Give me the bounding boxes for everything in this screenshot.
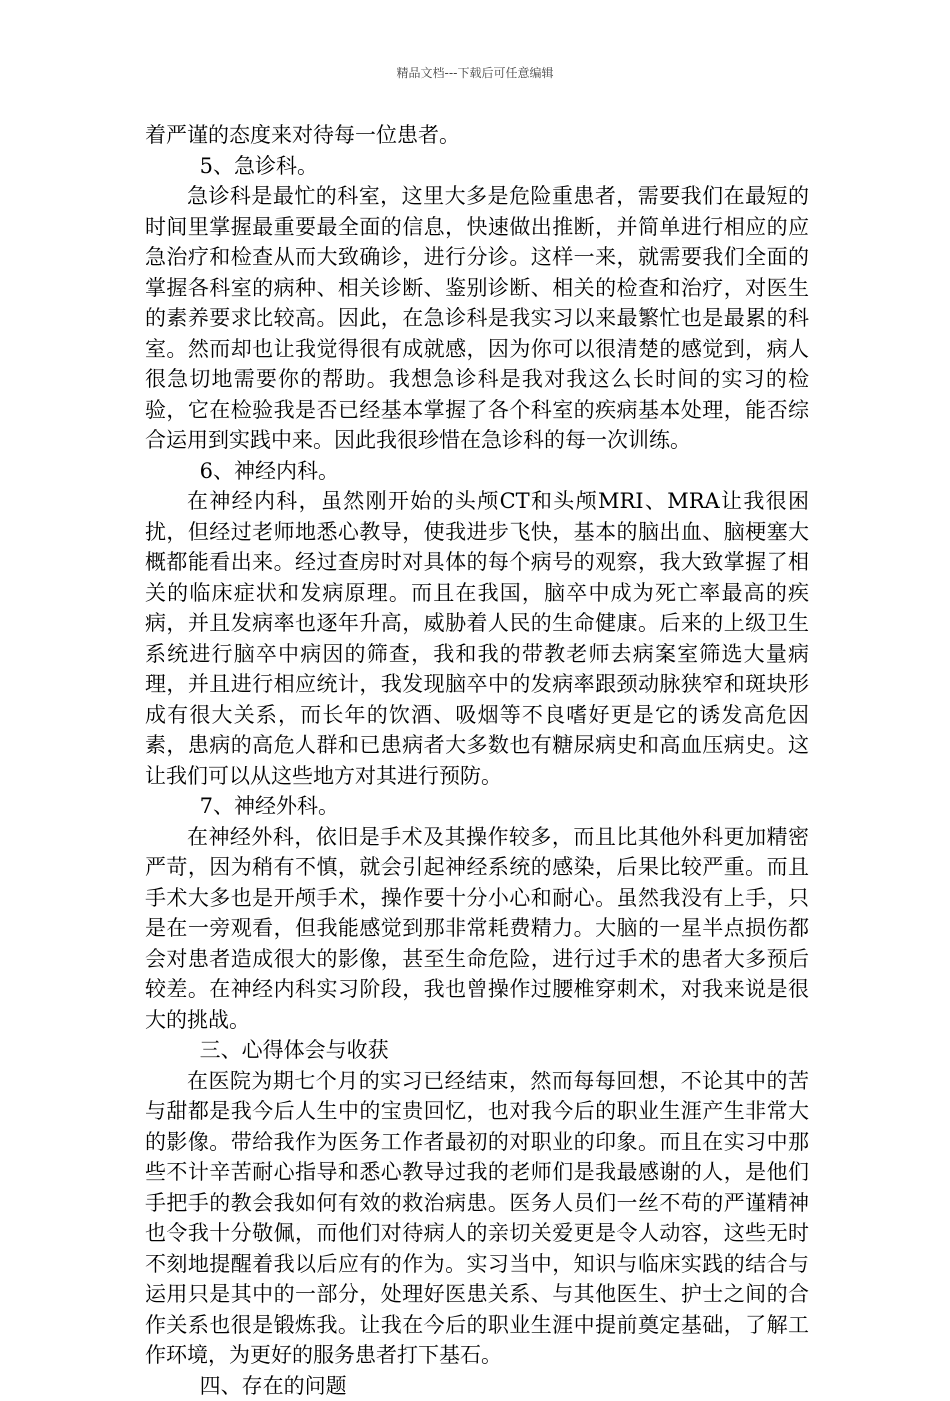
section-heading: 7、神经外科。: [145, 791, 809, 822]
section-heading: 四、存在的问题: [145, 1371, 809, 1401]
section-heading: 6、神经内科。: [145, 456, 809, 487]
section-heading: 三、心得体会与收获: [145, 1035, 809, 1066]
section-heading: 5、急诊科。: [145, 151, 809, 182]
paragraph: 着严谨的态度来对待每一位患者。: [145, 120, 809, 151]
paragraph: 在神经内科，虽然刚开始的头颅CT和头颅MRI、MRA让我很困扰，但经过老师地悉心教导，使我进步飞快，基本的脑出血、脑梗塞大概都能看出来。经过查房时对具体的每个病号的观察，我大致掌握了相关的临床症状和发病原理。而且在我国，脑卒中成为死亡率最高的疾病，并且发病率也逐年升高，威胁着人民的生命健康。后来的上级卫生系统进行脑卒中病因的筛查，我和我的带教老师去病案室筛选大量病理，并且进行相应统计，我发现脑卒中的发病率跟颈动脉狭窄和斑块形成有很大关系，而长年的饮酒、吸烟等不良嗜好更是它的诱发高危因素，患病的高危人群和已患病者大多数也有糖尿病史和高血压病史。这让我们可以从这些地方对其进行预防。: [145, 486, 809, 791]
page-header: 精品文档---下载后可任意编辑: [0, 64, 950, 81]
document-body: [145, 120, 809, 1401]
paragraph: 在神经外科，依旧是手术及其操作较多，而且比其他外科更加精密严苛，因为稍有不慎，就会引起神经系统的感染，后果比较严重。而且手术大多也是开颅手术，操作要十分小心和耐心。虽然我没有上手，只是在一旁观看，但我能感觉到那非常耗费精力。大脑的一星半点损伤都会对患者造成很大的影像，甚至生命危险，进行过手术的患者大多预后较差。在神经内科实习阶段，我也曾操作过腰椎穿刺术，对我来说是很大的挑战。: [145, 822, 809, 1036]
paragraph: 急诊科是最忙的科室，这里大多是危险重患者，需要我们在最短的时间里掌握最重要最全面的信息，快速做出推断，并简单进行相应的应急治疗和检查从而大致确诊，进行分诊。这样一来，就需要我们全面的掌握各科室的病种、相关诊断、鉴别诊断、相关的检查和治疗，对医生的素养要求比较高。因此，在急诊科是我实习以来最繁忙也是最累的科室。然而却也让我觉得很有成就感，因为你可以很清楚的感觉到，病人很急切地需要你的帮助。我想急诊科是我对我这么长时间的实习的检验，它在检验我是否已经基本掌握了各个科室的疾病基本处理，能否综合运用到实践中来。因此我很珍惜在急诊科的每一次训练。: [145, 181, 809, 456]
paragraph: 在医院为期七个月的实习已经结束，然而每每回想，不论其中的苦与甜都是我今后人生中的宝贵回忆，也对我今后的职业生涯产生非常大的影像。带给我作为医务工作者最初的对职业的印象。而且在实习中那些不计辛苦耐心指导和悉心教导过我的老师们是我最感谢的人，是他们手把手的教会我如何有效的救治病患。医务人员们一丝不苟的严谨精神也令我十分敬佩，而他们对待病人的亲切关爱更是令人动容，这些无时不刻地提醒着我以后应有的作为。实习当中，知识与临床实践的结合与运用只是其中的一部分，处理好医患关系、与其他医生、护士之间的合作关系也很是锻炼我。让我在今后的职业生涯中提前奠定基础，了解工作环境，为更好的服务患者打下基石。: [145, 1066, 809, 1371]
